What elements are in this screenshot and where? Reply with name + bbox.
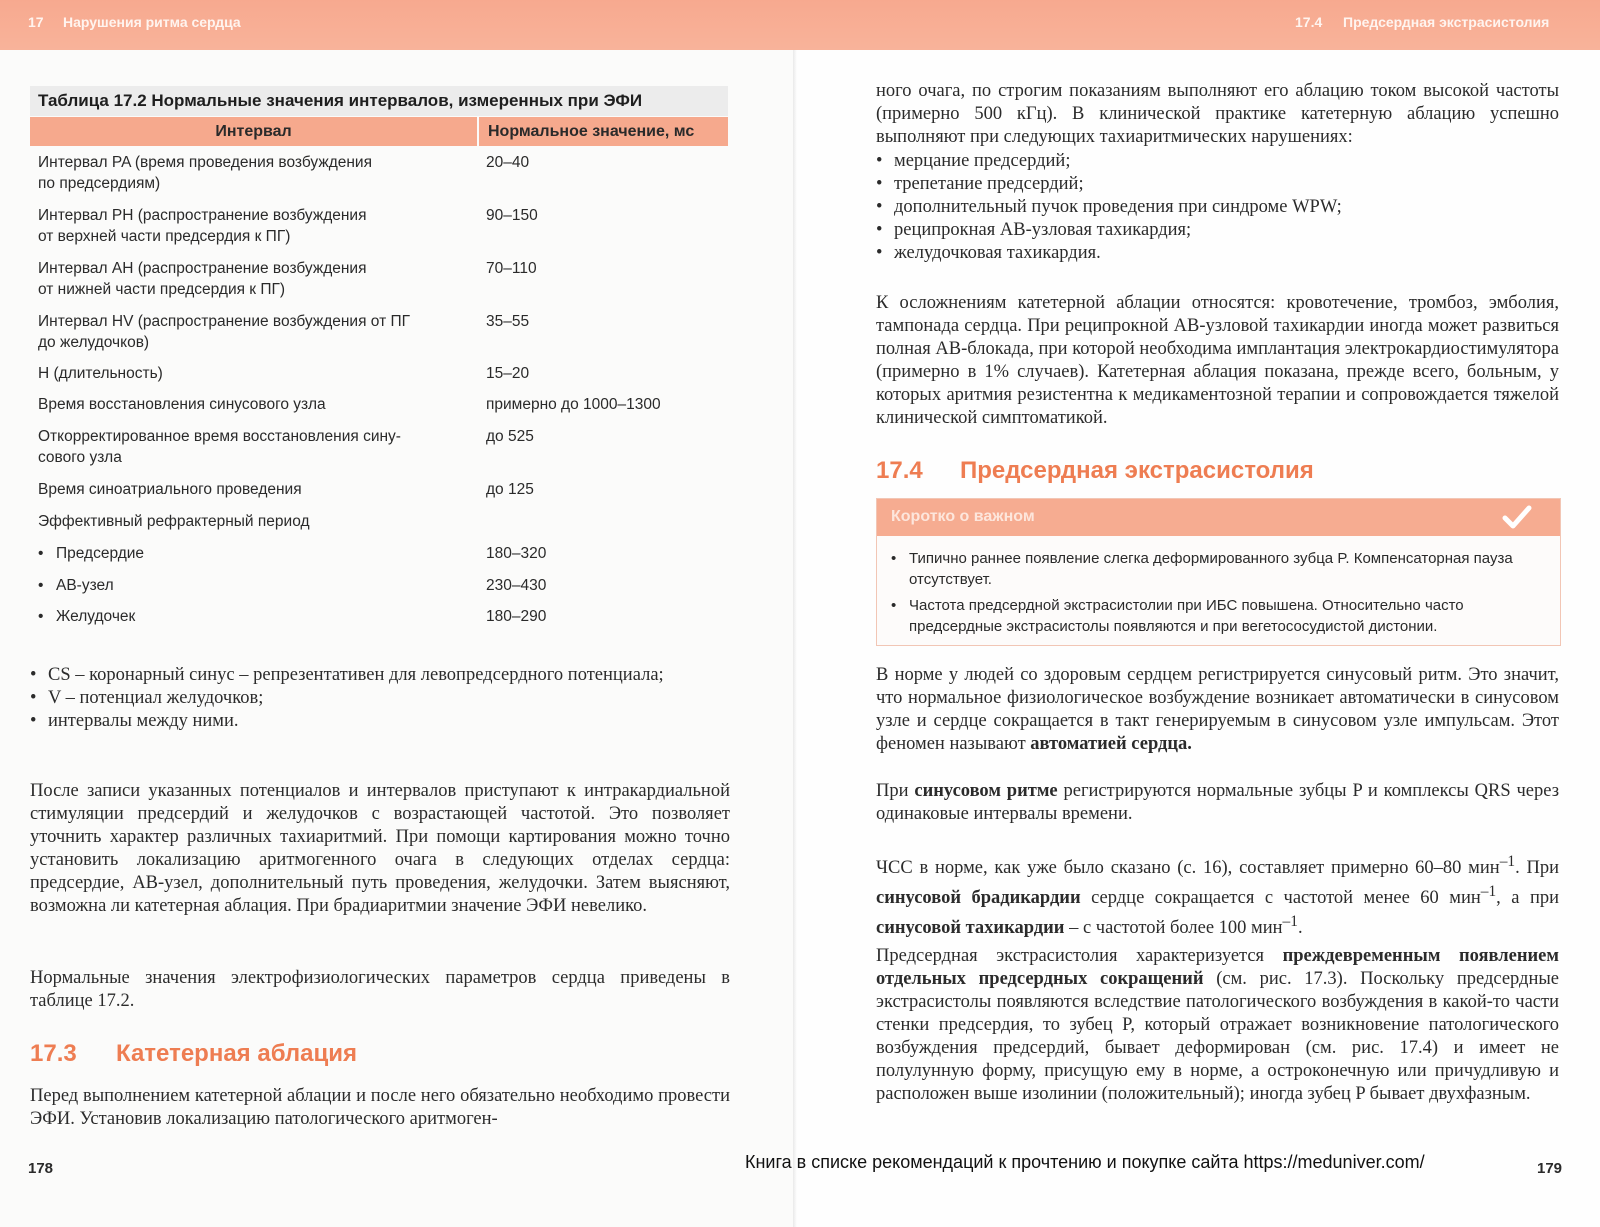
header-chapter-title: Нарушения ритма сердца bbox=[63, 14, 241, 30]
left-paragraph-1: После записи указанных потенциалов и интервалов приступают к интракардиальной стимуляции предсердий и желудочков с возрастающей частотой. Это позволяет уточнить характер различных тахиаритмий. При помощи картирования можно точно установить локализацию аритмогенного очага в следующих отделах сердца: предсердие, АВ-узел, дополнительный путь проведения, желудочки. Затем выясняют, возможна ли катетерная аблация. При брадиаритмии значение ЭФИ невелико. bbox=[30, 781, 730, 916]
table-header-value: Нормальное значение, мс bbox=[488, 123, 695, 140]
key-points-box bbox=[876, 498, 1561, 646]
left-paragraph-2: Нормальные значения электрофизиологических параметров сердца приведены в таблице 17.2. bbox=[30, 968, 730, 1011]
list-item: • интервалы между ними. bbox=[30, 710, 728, 733]
header-section-title: Предсердная экстрасистолия bbox=[1343, 14, 1550, 30]
key-point-item: • Типично раннее появление слегка деформированного зубца P. Компенсаторная пауза отсутствует. bbox=[891, 550, 1513, 588]
right-running-header bbox=[795, 0, 1600, 50]
list-item: • дополнительный пучок проведения при синдроме WPW; bbox=[876, 196, 1559, 219]
key-points-title: Коротко о важном bbox=[891, 508, 1035, 525]
left-paragraph-3: Перед выполнением катетерной аблации и после него обязательно необходимо провести ЭФИ. Установив локализацию патологического аритмоген- bbox=[30, 1086, 730, 1129]
list-item: • желудочковая тахикардия. bbox=[876, 242, 1559, 265]
left-running-header bbox=[0, 0, 795, 50]
table-title: Таблица 17.2 Нормальные значения интервалов, измеренных при ЭФИ bbox=[30, 86, 728, 116]
list-item: • CS – коронарный синус – репрезентативен для левопредсердного потенциала; bbox=[30, 664, 728, 687]
right-bullet-list bbox=[876, 150, 1559, 265]
right-paragraph-2: К осложнениям катетерной аблации относятся: кровотечение, тромбоз, эмболия, тампонада сердца. При реципрокной АВ-узловой тахикардии иногда может развиться полная АВ-блокада, при которой необходима имплантация электрокардиостимулятора (примерно в 1% случаев). Катетерная аблация показана, прежде всего, больным, у которых аритмия резистентна к медикаментозной терапии и сопровождается тяжелой клинической симптоматикой. bbox=[876, 293, 1559, 428]
table-header-row bbox=[30, 117, 728, 146]
right-paragraph-4: При синусовом ритме регистрируются нормальные зубцы P и комплексы QRS через одинаковые интервалы времени. bbox=[876, 781, 1559, 824]
list-item: • реципрокная АВ-узловая тахикардия; bbox=[876, 219, 1559, 242]
table-header-divider bbox=[477, 117, 479, 146]
footer-recommendation-note: Книга в списке рекомендаций к прочтению и покупке сайта https://meduniver.com/ bbox=[745, 1152, 1425, 1172]
list-item: • V – потенциал желудочков; bbox=[30, 687, 728, 710]
right-paragraph-6: Предсердная экстрасистолия характеризуется преждевременным появлением отдельных предсердных сокращений (см. рис. 17.3). Поскольку предсердные экстрасистолы появляются вследствие патологического возбуждения в какой-то части стенки предсердия, то зубец P, который отражает возникновение патологического возбуждения предсердий, бывает деформирован (см. рис. 17.4) и имеет не полулунную форму, присущую ему в норме, а остроконечную или причудливую и расположен выше изолинии (положительный); иногда зубец P бывает двухфазным. bbox=[876, 946, 1559, 1104]
section-title-atrial-extrasystole: Предсердная экстрасистолия bbox=[960, 457, 1314, 484]
right-paragraph-1: ного очага, по строгим показаниям выполняют его аблацию током высокой частоты (примерно 500 кГц). В клинической практике катетерную аблацию успешно выполняют при следующих тахиаритмических нарушениях: bbox=[876, 81, 1559, 147]
page-number-left: 178 bbox=[28, 1160, 54, 1177]
page-number-right: 179 bbox=[1537, 1160, 1563, 1177]
section-title-catheter-ablation: Катетерная аблация bbox=[116, 1040, 358, 1067]
list-item: • мерцание предсердий; bbox=[876, 150, 1559, 173]
list-item: • трепетание предсердий; bbox=[876, 173, 1559, 196]
section-number-17-4: 17.4 bbox=[876, 457, 923, 484]
book-fold bbox=[793, 0, 797, 1227]
left-bullet-list bbox=[30, 664, 728, 733]
key-point-item: • Частота предсердной экстрасистолии при ИБС повышена. Относительно часто предсердные экстрасистолы появляются и при вегетососудистой дистонии. bbox=[891, 597, 1464, 635]
section-number-17-3: 17.3 bbox=[30, 1040, 77, 1067]
key-points-header bbox=[877, 499, 1560, 536]
right-paragraph-3: В норме у людей со здоровым сердцем регистрируется синусовый ритм. Это значит, что нормальное физиологическое возбуждение возникает автоматически в синусовом узле и сердце сокращается в такт генерируемым в синусовом узле импульсам. Этот феномен называют автоматией сердца. bbox=[876, 665, 1559, 754]
checkmark-icon bbox=[1502, 503, 1532, 536]
header-chapter-number: 17 bbox=[28, 14, 44, 30]
table-header-interval: Интервал bbox=[215, 123, 292, 140]
right-paragraph-5: ЧСС в норме, как уже было сказано (с. 16), составляет примерно 60–80 мин$^{-1}$. При синусовой брадикардии сердце сокращается с частотой менее 60 мин$^{-1}$, а при синусовой тахикардии – с частотой более 100 мин$^{-1}$. bbox=[876, 853, 1560, 939]
header-section-number: 17.4 bbox=[1295, 14, 1323, 30]
